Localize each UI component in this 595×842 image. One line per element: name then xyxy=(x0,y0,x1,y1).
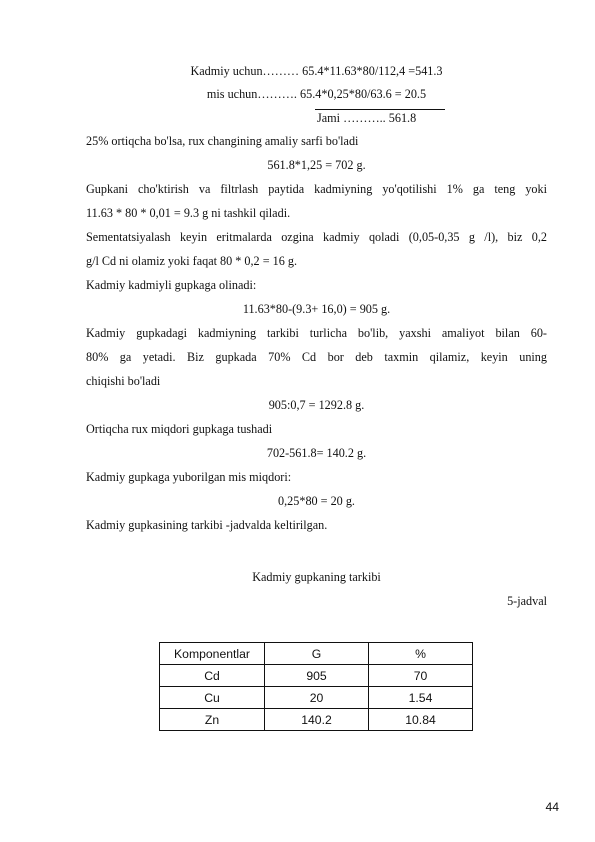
table-caption: Kadmiy gupkaning tarkibi xyxy=(252,570,381,584)
sum-rule xyxy=(315,109,445,110)
table-header-row xyxy=(160,643,473,665)
paragraph-line: Sementatsiyalash keyin eritmalarda ozgina kadmiy qoladi (0,05-0,35 g /l), biz 0,2 xyxy=(86,230,547,244)
paragraph-line: 11.63 * 80 * 0,01 = 9.3 g ni tashkil qiladi. xyxy=(86,206,291,220)
table-row xyxy=(160,665,473,687)
paragraph-line: Kadmiy gupkaga yuborilgan mis miqdori: xyxy=(86,470,292,484)
table-cell: 1.54 xyxy=(369,687,473,709)
paragraph-line: 25% ortiqcha bo'lsa, rux changining amaliy sarfi bo'ladi xyxy=(86,134,359,148)
table-header-cell: % xyxy=(369,643,473,665)
formula-line: 702-561.8= 140.2 g. xyxy=(266,446,367,460)
paragraph-line: Kadmiy kadmiyli gupkaga olinadi: xyxy=(86,278,257,292)
table-cell: 905 xyxy=(265,665,369,687)
calc-cadmium: Kadmiy uchun……… 65.4*11.63*80/112,4 =541.3 xyxy=(190,64,443,78)
table-cell: Cd xyxy=(160,665,265,687)
formula-line: 11.63*80-(9.3+ 16,0) = 905 g. xyxy=(242,302,391,316)
page-number: 44 xyxy=(545,800,559,814)
paragraph-line: Ortiqcha rux miqdori gupkaga tushadi xyxy=(86,422,273,436)
table-cell: 20 xyxy=(265,687,369,709)
table-header-cell: G xyxy=(265,643,369,665)
table-cell: Zn xyxy=(160,709,265,731)
table-number: 5-jadval xyxy=(507,594,547,608)
calc-copper: mis uchun………. 65.4*0,25*80/63.6 = 20.5 xyxy=(206,87,427,101)
paragraph-line: Kadmiy gupkasining tarkibi -jadvalda keltirilgan. xyxy=(86,518,328,532)
calc-total: Jami ……….. 561.8 xyxy=(317,111,417,125)
formula-line: 905:0,7 = 1292.8 g. xyxy=(268,398,365,412)
paragraph-line: chiqishi bo'ladi xyxy=(86,374,161,388)
table-row xyxy=(160,687,473,709)
paragraph-line: Kadmiy gupkadagi kadmiyning tarkibi turlicha bo'lib, yaxshi amaliyot bilan 60- xyxy=(86,326,547,340)
formula-line: 561.8*1,25 = 702 g. xyxy=(267,158,366,172)
paragraph-line: g/l Cd ni olamiz yoki faqat 80 * 0,2 = 16 g. xyxy=(86,254,297,268)
table-cell: 10.84 xyxy=(369,709,473,731)
table-cell: Cu xyxy=(160,687,265,709)
formula-line: 0,25*80 = 20 g. xyxy=(278,494,355,508)
table-cell: 140.2 xyxy=(265,709,369,731)
paragraph-line: 80% ga yetadi. Biz gupkada 70% Cd bor deb taxmin qilamiz, keyin uning xyxy=(86,350,547,364)
paragraph-line: Gupkani cho'ktirish va filtrlash paytida kadmiyning yo'qotilishi 1% ga teng yoki xyxy=(86,182,547,196)
table-row xyxy=(160,709,473,731)
table-header-cell: Komponentlar xyxy=(160,643,265,665)
table-cell: 70 xyxy=(369,665,473,687)
composition-table xyxy=(159,642,473,731)
